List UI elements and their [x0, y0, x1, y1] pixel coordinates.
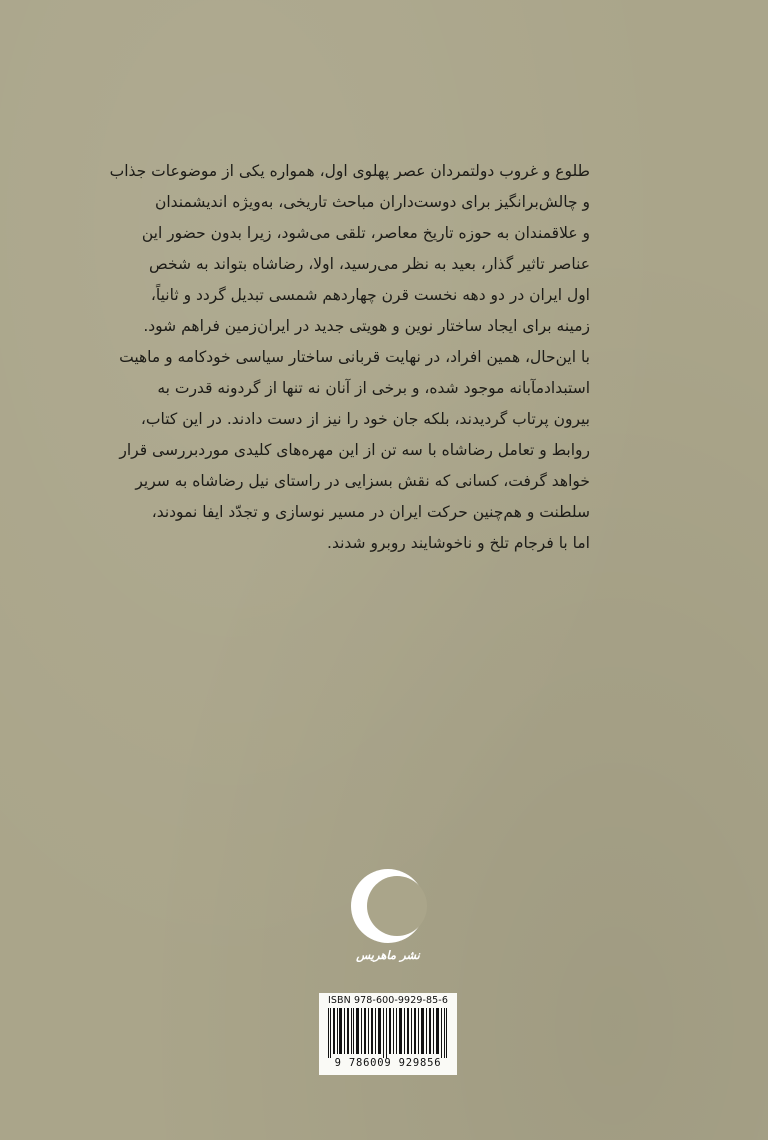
publisher-name: نشر ماهریس: [356, 948, 420, 962]
blurb-line-2: و چالش‌برانگیز برای دوست‌داران مباحث تاریخی، به‌ویژه اندیشمندان: [154, 193, 590, 211]
barcode-digits: 9 786009 929856: [334, 1057, 442, 1069]
isbn-number: ISBN 978-600-9929-85-6: [328, 995, 448, 1006]
blurb-line-4: عناصر تاثیر گذار، بعید به نظر می‌رسید، اولا، رضاشاه بتواند به شخص: [149, 255, 590, 273]
blurb-line-5: اول ایران در دو دهه نخست قرن چهاردهم شمسی تبدیل گردد و ثانیاً،: [150, 286, 590, 304]
blurb-line-8: استبدادمآبانه موجود شده، و برخی از آنان نه تنها از گردونه قدرت به: [157, 379, 590, 397]
blurb-line-12: سلطنت و هم‌چنین حرکت ایران در مسیر نوسازی و تجدّد ایفا نمودند،: [151, 503, 590, 521]
blurb-text: [109, 156, 590, 559]
blurb-line-10: روابط و تعامل رضاشاه با سه تن از این مهره‌های کلیدی موردبررسی قرار: [119, 441, 590, 459]
barcode-label: [319, 993, 457, 1075]
blurb-line-1: طلوع و غروب دولتمردان عصر پهلوی اول، همواره یکی از موضوعات جذاب: [109, 162, 590, 180]
blurb-line-11: خواهد گرفت، کسانی که نقش بسزایی در راستای نیل رضاشاه به سریر: [135, 472, 590, 490]
blurb-line-7: با این‌حال، همین افراد، در نهایت قربانی ساختار سیاسی خودکامه و ماهیت: [119, 348, 590, 366]
crescent-moon-icon: [348, 868, 428, 948]
blurb-line-9: بیرون پرتاب گردیدند، بلکه جان خود را نیز از دست دادند. در این کتاب،: [140, 410, 590, 428]
barcode-bars: [326, 1008, 450, 1058]
blurb-line-6: زمینه برای ایجاد ساختار نوین و هویتی جدید در ایران‌زمین فراهم شود.: [143, 317, 590, 335]
blurb-line-3: و علاقمندان به حوزه تاریخ معاصر، تلقی می‌شود، زیرا بدون حضور این: [141, 224, 590, 242]
blurb-line-13: اما با فرجام تلخ و ناخوشایند روبرو شدند.: [327, 534, 590, 552]
publisher-logo: [348, 868, 428, 968]
